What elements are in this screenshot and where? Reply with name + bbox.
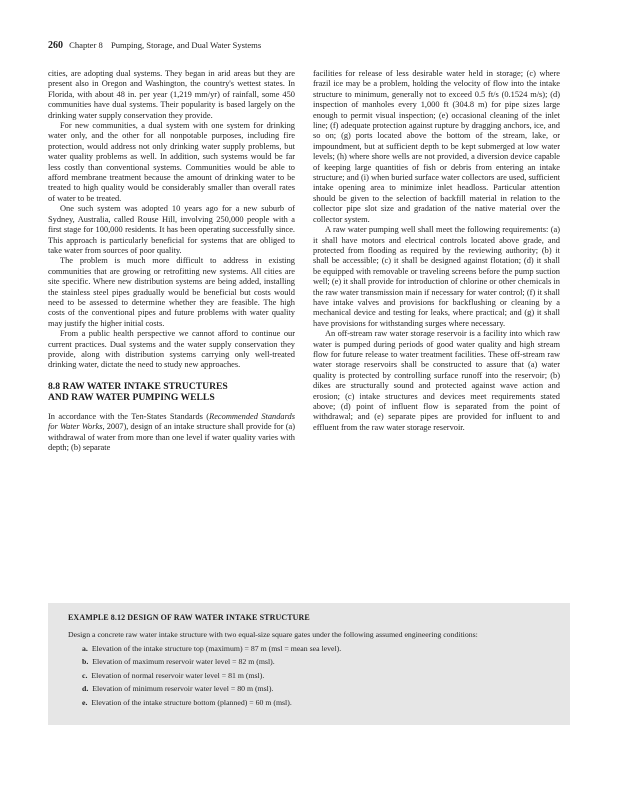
section-paragraph (48, 412, 295, 454)
section-heading-line: 8.8 RAW WATER INTAKE STRUCTURES (48, 380, 228, 392)
item-text: Elevation of the intake structure top (maximum) = 87 m (msl = mean sea level). (91, 644, 342, 653)
paragraph: An off-stream raw water storage reservoir is a facility into which raw water is pumped during periods of good water quality and high stream flow for future release to water treatment facilities. These off-stream raw water storage reservoirs shall be constructed to assure that (a) water quality is protected by controlling surface runoff into the reservoir; (b) dikes are structurally sound and protected against wave action and erosion; (c) intake structures and devices meet requirements stated above; (d) point of influent flow is separated from the point of withdrawal; and (e) separate pipes are provided for influent to and effluent from the raw water storage reservoir. (313, 329, 560, 432)
section-heading (48, 381, 295, 404)
chapter-title: Pumping, Storage, and Dual Water Systems (110, 40, 262, 50)
list-item (82, 698, 556, 708)
paragraph: facilities for release of less desirable water held in storage; (c) where frazil ice may be a problem, holding the velocity of flow into the intake structure to minimum, generally not to exceed 0.5 ft/s (0.1524 m/s); (d) inspection of manholes every 1,000 ft (304.8 m) for pipe sizes large enough to permit visual inspection; (e) occasional cleaning of the inlet line; (f) adequate protection against rupture by dragging anchors, ice, and so on; (g) ports located above the bottom of the stream, lake, or impoundment, but at sufficient depth to be kept submerged at low water levels; (h) where shore wells are not provided, a diversion device capable of keeping large quantities of fish or debris from entering an intake structure; and (i) when buried surface water collectors are used, sufficient intake opening area to minimize inlet headloss. Particular attention should be given to the selection of backfill material in relation to the collector pipe slot size and gradation of the native material over the collector system. (313, 69, 560, 224)
item-letter: c. (82, 670, 88, 680)
item-text: Elevation of normal reservoir water level = 81 m (msl). (91, 670, 265, 680)
item-text: Elevation of maximum reservoir water level = 82 m (msl). (92, 657, 275, 667)
example-title: EXAMPLE 8.12 DESIGN OF RAW WATER INTAKE STRUCTURE (68, 613, 310, 622)
item-letter: b. (82, 657, 89, 667)
list-item (82, 671, 556, 681)
list-item (82, 657, 556, 667)
example-intro: Design a concrete raw water intake structure with two equal-size square gates under the following assumed engineering conditions: (68, 630, 478, 639)
right-column (313, 69, 560, 433)
list-item (82, 684, 556, 694)
chapter-label: Chapter 8 (69, 40, 103, 50)
example-box (48, 603, 570, 725)
section-heading-line: AND RAW WATER PUMPING WELLS (48, 392, 215, 404)
paragraph: One such system was adopted 10 years ago for a new suburb of Sydney, Australia, called Rouse Hill, involving 250,000 people with a first stage for 100,000 residents. It has been operating successfully since. This approach is particularly beneficial for systems that are obliged to take water from sources of poor quality. (48, 204, 295, 255)
item-letter: a. (82, 644, 88, 653)
item-text: Elevation of the intake structure bottom (planned) = 60 m (msl). (91, 697, 292, 707)
paragraph: For new communities, a dual system with one system for drinking water only, and the other for all nonpotable purposes, including fire protection, would address not only drinking water supply problems, but water quality problems as well. In addition, such systems would be far less costly than conventional systems. Communities would be able to afford membrane treatment because the amount of drinking water to be treated to high quality would be considerably smaller than overall rates of water to be treated. (48, 121, 295, 203)
left-column (48, 69, 295, 454)
item-letter: d. (82, 684, 89, 694)
text-run: , 2007), design of an intake structure shall provide for (a) withdrawal of water from more than one level if water quality varies with depth; (b) separate (48, 422, 295, 453)
list-item (82, 644, 556, 654)
text-run: In accordance with the Ten-States Standards ( (48, 411, 210, 421)
paragraph: A raw water pumping well shall meet the following requirements: (a) it shall have motors and electrical controls located above grade, and protected from flooding as required by the reviewing authority; (b) it shall be accessible; (c) it shall be designed against flotation; (d) it shall be equipped with removable or traveling screens before the pump suction well; (e) it shall provide for introduction of chlorine or other chemicals in the raw water transmission main if necessary for water control; (f) it shall have intake valves and provisions for backflushing or cleaning by a mechanical device and testing for leaks, where practical; and (g) it shall have provisions for withstanding surges where necessary. (313, 225, 560, 328)
page-number: 260 (48, 40, 63, 51)
running-header (48, 40, 261, 51)
item-letter: e. (82, 697, 88, 707)
item-text: Elevation of minimum reservoir water level = 80 m (msl). (92, 684, 274, 694)
paragraph: From a public health perspective we cannot afford to continue our current practices. Dual systems and the water supply conservation they provide, along with distribution systems carrying only well-treated drinking water, dictate the need to study new approaches. (48, 329, 295, 370)
paragraph: The problem is much more difficult to address in existing communities that are growing or retrofitting new systems. All cities are site specific. Where new distribution systems are being added, installing the stainless steel pipes gradually would be beneficial but costs would need to be assessed to determine whether they are feasible. The high costs of the conventional pipes and future problems with water quality may justify the higher initial costs. (48, 256, 295, 328)
example-conditions-list (68, 644, 556, 708)
standards-title: Recommended Standards for Water Works (48, 411, 295, 432)
paragraph: cities, are adopting dual systems. They began in arid areas but they are present also in Oregon and Washington, the country's wettest states. In Florida, with about 48 in. per year (1,219 mm/yr) of rainfall, some 450 communities have dual systems. Their popularity is based largely on the drinking water supply conservation they provide. (48, 69, 295, 120)
